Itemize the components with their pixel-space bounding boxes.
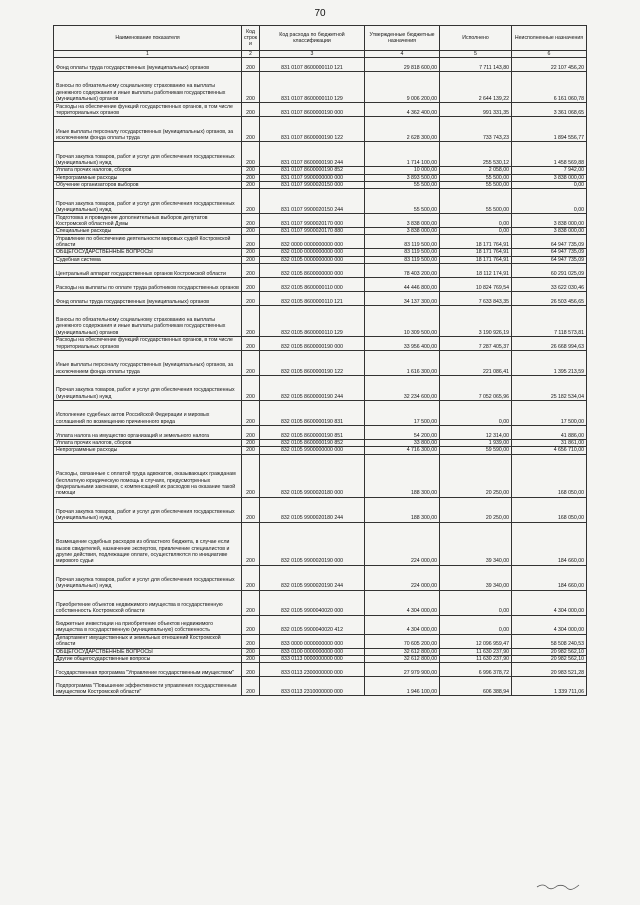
row-budget-code: 831 0107 9900020170 000: [260, 214, 365, 228]
row-budget-code: 832 0105 9900040020 412: [260, 615, 365, 634]
row-remaining: 1 894 556,77: [512, 117, 587, 142]
column-number: 1: [54, 51, 242, 58]
row-line-code: 200: [242, 454, 260, 497]
row-remaining: 184 660,00: [512, 522, 587, 565]
row-remaining: 26 668 994,63: [512, 337, 587, 351]
row-line-code: 200: [242, 142, 260, 167]
row-line-code: 200: [242, 401, 260, 426]
row-line-code: 200: [242, 655, 260, 662]
row-remaining: 3 838 000,00: [512, 174, 587, 181]
table-row: [54, 447, 587, 454]
row-line-code: 200: [242, 278, 260, 292]
row-name: Государственная программа "Управление государственным имуществом": [54, 663, 242, 677]
row-line-code: 200: [242, 497, 260, 522]
row-name: Подготовка и проведение дополнительных выборов депутатов Костромской областной Думы: [54, 214, 242, 228]
row-budget-code: 831 0107 8600000190 244: [260, 142, 365, 167]
row-budget-code: 831 0107 9900020150 000: [260, 181, 365, 188]
row-budget-code: 832 0105 8600000190 000: [260, 337, 365, 351]
table-row: [54, 189, 587, 214]
row-name: Управление по обеспечению деятельности мировых судей Костромской области: [54, 235, 242, 249]
row-line-code: 200: [242, 249, 260, 256]
row-executed: 11 630 237,90: [440, 648, 512, 655]
row-executed: 0,00: [440, 590, 512, 615]
row-line-code: 200: [242, 522, 260, 565]
row-executed: 10 824 769,54: [440, 278, 512, 292]
row-executed: 20 250,00: [440, 497, 512, 522]
row-name: Расходы на выплаты по оплате труда работников государственных органов: [54, 278, 242, 292]
table-row: [54, 103, 587, 117]
row-budget-code: 832 0105 9900000000 000: [260, 447, 365, 454]
row-budget-code: 832 0105 8600000000 000: [260, 264, 365, 278]
row-name: Иные выплаты персоналу государственных (муниципальных) органов, за исключением фонда оплаты труда: [54, 117, 242, 142]
row-approved: 188 300,00: [365, 454, 440, 497]
row-approved: 1 714 100,00: [365, 142, 440, 167]
row-executed: 11 630 237,90: [440, 655, 512, 662]
row-budget-code: 832 0105 8600000110 121: [260, 292, 365, 306]
table-row: [54, 256, 587, 263]
row-approved: 4 304 000,00: [365, 590, 440, 615]
row-budget-code: 832 0100 0000000000 000: [260, 249, 365, 256]
page-number: 70: [314, 8, 326, 19]
row-name: Фонд оплаты труда государственных (муниципальных) органов: [54, 292, 242, 306]
table-row: [54, 590, 587, 615]
row-executed: 221 086,41: [440, 351, 512, 376]
row-budget-code: 832 0105 9900020190 000: [260, 522, 365, 565]
table-row: [54, 264, 587, 278]
table-row: [54, 337, 587, 351]
row-name: Уплата прочих налогов, сборов: [54, 440, 242, 447]
column-number: 2: [242, 51, 260, 58]
row-approved: 1 616 300,00: [365, 351, 440, 376]
row-name: Непрограммные расходы: [54, 174, 242, 181]
table-row: [54, 663, 587, 677]
row-executed: 18 171 764,91: [440, 235, 512, 249]
row-approved: 4 362 400,00: [365, 103, 440, 117]
row-approved: 83 119 500,00: [365, 235, 440, 249]
row-line-code: 200: [242, 337, 260, 351]
row-name: Специальные расходы: [54, 228, 242, 235]
row-remaining: 7 118 573,81: [512, 306, 587, 337]
row-approved: 1 946 100,00: [365, 677, 440, 696]
row-remaining: 4 304 000,00: [512, 615, 587, 634]
row-approved: 4 716 300,00: [365, 447, 440, 454]
row-budget-code: 832 0105 8600000190 851: [260, 426, 365, 440]
row-approved: 3 838 000,00: [365, 228, 440, 235]
row-executed: 12 096 959,47: [440, 634, 512, 648]
row-remaining: 3 838 000,00: [512, 228, 587, 235]
row-line-code: 200: [242, 590, 260, 615]
handwritten-mark: [535, 878, 585, 894]
row-executed: 991 331,35: [440, 103, 512, 117]
row-name: Иные выплаты персоналу государственных (муниципальных) органов, за исключением фонда оплаты труда: [54, 351, 242, 376]
column-number: 5: [440, 51, 512, 58]
row-line-code: 200: [242, 565, 260, 590]
row-name: Прочая закупка товаров, работ и услуг для обеспечения государственных (муниципальных) нужд: [54, 142, 242, 167]
row-line-code: 200: [242, 181, 260, 188]
row-remaining: 0,00: [512, 181, 587, 188]
row-budget-code: 831 0107 8600000190 122: [260, 117, 365, 142]
row-name: Бюджетные инвестиции на приобретение объектов недвижимого имущества в государственную (муниципальную) собственность: [54, 615, 242, 634]
row-approved: 4 304 000,00: [365, 615, 440, 634]
row-line-code: 200: [242, 376, 260, 401]
row-remaining: 1 339 711,06: [512, 677, 587, 696]
row-approved: 32 612 800,00: [365, 655, 440, 662]
row-executed: 1 939,00: [440, 440, 512, 447]
row-approved: 17 500,00: [365, 401, 440, 426]
row-line-code: 200: [242, 174, 260, 181]
row-approved: 3 838 000,00: [365, 214, 440, 228]
row-approved: 32 234 600,00: [365, 376, 440, 401]
row-line-code: 200: [242, 426, 260, 440]
table-row: [54, 615, 587, 634]
row-name: Расходы на обеспечение функций государственных органов, в том числе территориальных органов: [54, 103, 242, 117]
row-budget-code: 832 0105 0000000000 000: [260, 256, 365, 263]
table-row: [54, 634, 587, 648]
column-number: 4: [365, 51, 440, 58]
row-line-code: 200: [242, 72, 260, 103]
row-executed: 59 590,00: [440, 447, 512, 454]
row-approved: 188 300,00: [365, 497, 440, 522]
row-name: Непрограммные расходы: [54, 447, 242, 454]
row-name: Уплата налога на имущество организаций и земельного налога: [54, 426, 242, 440]
row-name: Взносы по обязательному социальному страхованию на выплаты денежного содержания и иные выплаты работникам государственных (муниципальных) органов: [54, 72, 242, 103]
row-remaining: 184 660,00: [512, 565, 587, 590]
table-row: [54, 249, 587, 256]
row-executed: 6 996 378,72: [440, 663, 512, 677]
row-approved: 83 119 500,00: [365, 256, 440, 263]
table-row: [54, 426, 587, 440]
table-row: [54, 228, 587, 235]
row-executed: 0,00: [440, 401, 512, 426]
row-remaining: 64 947 735,09: [512, 256, 587, 263]
row-remaining: 6 161 060,78: [512, 72, 587, 103]
row-line-code: 200: [242, 306, 260, 337]
table-row: [54, 117, 587, 142]
row-budget-code: 831 0107 8600000110 129: [260, 72, 365, 103]
row-approved: 34 137 300,00: [365, 292, 440, 306]
row-name: Расходы на обеспечение функций государственных органов, в том числе территориальных органов: [54, 337, 242, 351]
row-executed: 12 314,00: [440, 426, 512, 440]
row-budget-code: 832 0105 8600000190 244: [260, 376, 365, 401]
table-row: [54, 292, 587, 306]
row-executed: 0,00: [440, 214, 512, 228]
row-executed: 39 340,00: [440, 565, 512, 590]
row-executed: 0,00: [440, 228, 512, 235]
row-budget-code: 832 0105 9900020180 244: [260, 497, 365, 522]
row-executed: 606 388,94: [440, 677, 512, 696]
row-name: Судебная система: [54, 256, 242, 263]
header-approved: Утвержденные бюджетные назначения: [365, 26, 440, 51]
row-budget-code: 832 0105 9900040020 000: [260, 590, 365, 615]
table-row: [54, 235, 587, 249]
row-approved: 224 000,00: [365, 522, 440, 565]
table-row: [54, 174, 587, 181]
row-remaining: 64 947 735,09: [512, 235, 587, 249]
row-line-code: 200: [242, 189, 260, 214]
row-executed: 7 711 143,80: [440, 58, 512, 72]
table-row: [54, 454, 587, 497]
row-name: Фонд оплаты труда государственных (муниципальных) органов: [54, 58, 242, 72]
row-budget-code: 831 0107 9900020170 880: [260, 228, 365, 235]
row-approved: 44 446 800,00: [365, 278, 440, 292]
row-budget-code: 831 0107 8600000110 121: [260, 58, 365, 72]
row-approved: 3 893 500,00: [365, 174, 440, 181]
row-executed: 55 500,00: [440, 174, 512, 181]
row-budget-code: 832 0105 9900020180 000: [260, 454, 365, 497]
row-approved: 54 200,00: [365, 426, 440, 440]
header-indicator-name: Наименование показателя: [54, 26, 242, 51]
row-name: Расходы, связанные с оплатой труда адвокатов, оказывающих гражданам бесплатную юридическую помощь в случаях, предусмотренных федеральными законами, с компенсацией их расходов на оказание такой помощи: [54, 454, 242, 497]
row-approved: 27 979 900,00: [365, 663, 440, 677]
row-name: Прочая закупка товаров, работ и услуг для обеспечения государственных (муниципальных) нужд: [54, 376, 242, 401]
table-row: [54, 72, 587, 103]
row-budget-code: 833 0000 0000000000 000: [260, 634, 365, 648]
row-executed: 18 171 764,91: [440, 249, 512, 256]
row-budget-code: 832 0105 8600000190 852: [260, 440, 365, 447]
row-remaining: 26 503 456,65: [512, 292, 587, 306]
table-row: [54, 565, 587, 590]
row-remaining: 58 508 240,53: [512, 634, 587, 648]
row-remaining: 22 107 456,20: [512, 58, 587, 72]
row-name: Прочая закупка товаров, работ и услуг для обеспечения государственных (муниципальных) нужд: [54, 189, 242, 214]
table-row: [54, 497, 587, 522]
row-executed: 39 340,00: [440, 522, 512, 565]
table-row: [54, 278, 587, 292]
row-name: Приобретение объектов недвижимого имущества в государственную собственность Костромской области: [54, 590, 242, 615]
row-budget-code: 833 0100 0000000000 000: [260, 648, 365, 655]
row-executed: 2 058,00: [440, 167, 512, 174]
column-number: 3: [260, 51, 365, 58]
row-approved: 78 403 200,00: [365, 264, 440, 278]
row-approved: 2 628 300,00: [365, 117, 440, 142]
column-number-row: [54, 51, 587, 58]
table-row: [54, 58, 587, 72]
table-row: [54, 181, 587, 188]
row-executed: 255 530,12: [440, 142, 512, 167]
row-line-code: 200: [242, 58, 260, 72]
row-executed: 3 190 926,19: [440, 306, 512, 337]
row-executed: 18 171 764,91: [440, 256, 512, 263]
row-budget-code: 831 0107 8600000190 852: [260, 167, 365, 174]
row-budget-code: 831 0107 9900020150 244: [260, 189, 365, 214]
row-name: Департамент имущественных и земельных отношений Костромской области: [54, 634, 242, 648]
table-row: [54, 440, 587, 447]
row-remaining: 3 361 068,65: [512, 103, 587, 117]
row-approved: 33 800,00: [365, 440, 440, 447]
row-approved: 83 119 500,00: [365, 249, 440, 256]
table-row: [54, 648, 587, 655]
row-remaining: 4 656 710,00: [512, 447, 587, 454]
row-line-code: 200: [242, 648, 260, 655]
row-executed: 18 112 174,91: [440, 264, 512, 278]
table-body: [54, 58, 587, 696]
row-remaining: 20 982 562,10: [512, 648, 587, 655]
row-line-code: 200: [242, 167, 260, 174]
row-line-code: 200: [242, 214, 260, 228]
row-remaining: 168 050,00: [512, 454, 587, 497]
header-line-code: Код строк и: [242, 26, 260, 51]
header-remaining: Неисполненные назначения: [512, 26, 587, 51]
row-budget-code: 833 0113 2300000000 000: [260, 663, 365, 677]
row-name: ОБЩЕГОСУДАРСТВЕННЫЕ ВОПРОСЫ: [54, 249, 242, 256]
table-row: [54, 655, 587, 662]
row-budget-code: 832 0105 8600000190 122: [260, 351, 365, 376]
row-approved: 29 818 600,00: [365, 58, 440, 72]
row-name: Возмещение судебных расходов из областного бюджета, в случае если вызов свидетелей, назначение экспертов, привлечение специалистов и другие действия, подлежащие оплате, осуществляются по инициативе мирового судьи: [54, 522, 242, 565]
row-line-code: 200: [242, 256, 260, 263]
row-line-code: 200: [242, 663, 260, 677]
row-remaining: 17 500,00: [512, 401, 587, 426]
column-number: 6: [512, 51, 587, 58]
row-name: Обучение организаторов выборов: [54, 181, 242, 188]
row-name: Центральный аппарат государственных органов Костромской области: [54, 264, 242, 278]
row-line-code: 200: [242, 264, 260, 278]
row-budget-code: 832 0105 8600000190 831: [260, 401, 365, 426]
row-budget-code: 832 0105 8600000110 000: [260, 278, 365, 292]
row-remaining: 64 947 735,09: [512, 249, 587, 256]
table-row: [54, 376, 587, 401]
row-line-code: 200: [242, 292, 260, 306]
row-line-code: 200: [242, 615, 260, 634]
header-executed: Исполнено: [440, 26, 512, 51]
row-remaining: 41 886,00: [512, 426, 587, 440]
row-approved: 55 500,00: [365, 189, 440, 214]
signature-scribble-icon: [535, 878, 585, 892]
row-executed: 2 644 139,22: [440, 72, 512, 103]
row-remaining: 1 458 569,88: [512, 142, 587, 167]
row-approved: 33 956 400,00: [365, 337, 440, 351]
row-remaining: 0,00: [512, 189, 587, 214]
row-remaining: 33 622 030,46: [512, 278, 587, 292]
row-name: ОБЩЕГОСУДАРСТВЕННЫЕ ВОПРОСЫ: [54, 648, 242, 655]
row-name: Другие общегосударственные вопросы: [54, 655, 242, 662]
row-line-code: 200: [242, 677, 260, 696]
row-name: Уплата прочих налогов, сборов: [54, 167, 242, 174]
row-line-code: 200: [242, 440, 260, 447]
row-approved: 10 309 500,00: [365, 306, 440, 337]
row-remaining: 7 942,00: [512, 167, 587, 174]
row-executed: 7 287 405,37: [440, 337, 512, 351]
row-name: Прочая закупка товаров, работ и услуг для обеспечения государственных (муниципальных) нужд: [54, 565, 242, 590]
row-approved: 70 605 200,00: [365, 634, 440, 648]
row-executed: 20 250,00: [440, 454, 512, 497]
row-remaining: 168 050,00: [512, 497, 587, 522]
row-name: Взносы по обязательному социальному страхованию на выплаты денежного содержания и иные выплаты работникам государственных (муниципальных) органов: [54, 306, 242, 337]
row-budget-code: 832 0105 9900020190 244: [260, 565, 365, 590]
row-remaining: 20 982 562,10: [512, 655, 587, 662]
row-line-code: 200: [242, 103, 260, 117]
row-line-code: 200: [242, 634, 260, 648]
table-row: [54, 306, 587, 337]
row-name: Исполнение судебных актов Российской Федерации и мировых соглашений по возмещению причиненного вреда: [54, 401, 242, 426]
row-name: Подпрограмма "Повышение эффективности управления государственным имуществом Костромской области": [54, 677, 242, 696]
row-approved: 32 612 800,00: [365, 648, 440, 655]
table-row: [54, 677, 587, 696]
row-budget-code: 831 0107 8600000190 000: [260, 103, 365, 117]
table-row: [54, 351, 587, 376]
row-remaining: 60 291 025,09: [512, 264, 587, 278]
table-header-row: [54, 26, 587, 51]
row-executed: 0,00: [440, 615, 512, 634]
row-executed: 55 500,00: [440, 181, 512, 188]
expenditure-table: [53, 25, 587, 696]
table-row: [54, 142, 587, 167]
row-budget-code: 833 0113 2310000000 000: [260, 677, 365, 696]
row-remaining: 1 395 213,59: [512, 351, 587, 376]
table-row: [54, 522, 587, 565]
row-line-code: 200: [242, 447, 260, 454]
row-budget-code: 833 0113 0000000000 000: [260, 655, 365, 662]
row-remaining: 3 838 000,00: [512, 214, 587, 228]
row-approved: 224 000,00: [365, 565, 440, 590]
row-remaining: 31 861,00: [512, 440, 587, 447]
row-remaining: 25 182 534,04: [512, 376, 587, 401]
row-executed: 733 743,23: [440, 117, 512, 142]
row-name: Прочая закупка товаров, работ и услуг для обеспечения государственных (муниципальных) нужд: [54, 497, 242, 522]
row-line-code: 200: [242, 117, 260, 142]
table-row: [54, 401, 587, 426]
row-approved: 9 006 200,00: [365, 72, 440, 103]
row-approved: 55 500,00: [365, 181, 440, 188]
row-approved: 10 000,00: [365, 167, 440, 174]
table-row: [54, 167, 587, 174]
row-budget-code: 831 0107 9900000000 000: [260, 174, 365, 181]
row-remaining: 20 983 521,28: [512, 663, 587, 677]
row-executed: 7 052 065,96: [440, 376, 512, 401]
row-line-code: 200: [242, 351, 260, 376]
row-line-code: 200: [242, 228, 260, 235]
row-executed: 7 633 843,35: [440, 292, 512, 306]
row-remaining: 4 304 000,00: [512, 590, 587, 615]
row-executed: 55 500,00: [440, 189, 512, 214]
table-row: [54, 214, 587, 228]
row-budget-code: 832 0105 8600000110 129: [260, 306, 365, 337]
header-budget-code: Код расхода по бюджетной классификации: [260, 26, 365, 51]
row-line-code: 200: [242, 235, 260, 249]
row-budget-code: 832 0000 0000000000 000: [260, 235, 365, 249]
